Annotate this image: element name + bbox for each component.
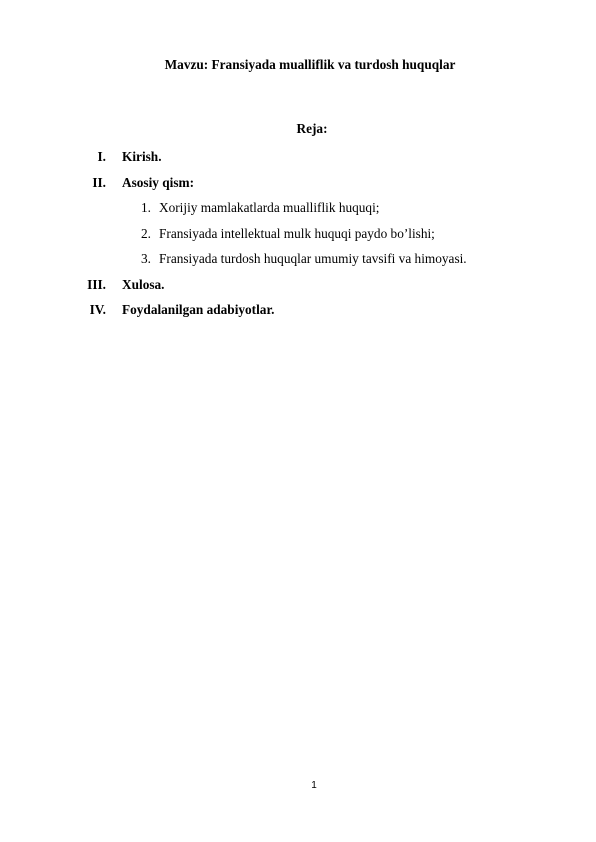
outline-numeral: I.: [97, 149, 106, 164]
outline-subitem: [0, 251, 596, 277]
plan-heading: Reja:: [296, 121, 328, 136]
outline-item-conclusion: [0, 277, 596, 303]
outline-numeral: II.: [92, 174, 106, 190]
outline-subitem: [0, 226, 596, 252]
outline-item-text: Kirish.: [122, 149, 162, 164]
outline-item-text: Foydalanilgan adabiyotlar.: [122, 302, 275, 317]
outline-subitem-number: 3.: [141, 251, 151, 266]
outline-subitem-text: Fransiyada intellektual mulk huquqi paydo bo’lishi;: [159, 225, 435, 241]
outline-numeral: IV.: [89, 302, 106, 317]
outline-subitem-number: 2.: [141, 225, 151, 241]
outline-subitem-number: 1.: [141, 200, 151, 215]
outline-numeral: III.: [87, 276, 106, 292]
outline-subitem: [0, 200, 596, 226]
outline-item-main-part: [0, 175, 596, 201]
outline-item-introduction: [0, 149, 596, 175]
outline-subitem-text: Fransiyada turdosh huquqlar umumiy tavsifi va himoyasi.: [159, 251, 467, 266]
outline-item-text: Asosiy qism:: [122, 174, 195, 190]
page-title: Mavzu: Fransiyada mualliflik va turdosh huquqlar: [164, 57, 456, 72]
outline-list: [0, 149, 596, 328]
outline-item-references: [0, 302, 596, 328]
outline-subitem-text: Xorijiy mamlakatlarda mualliflik huquqi;: [159, 200, 380, 215]
page-number: 1: [311, 780, 317, 791]
outline-item-text: Xulosa.: [122, 276, 165, 292]
